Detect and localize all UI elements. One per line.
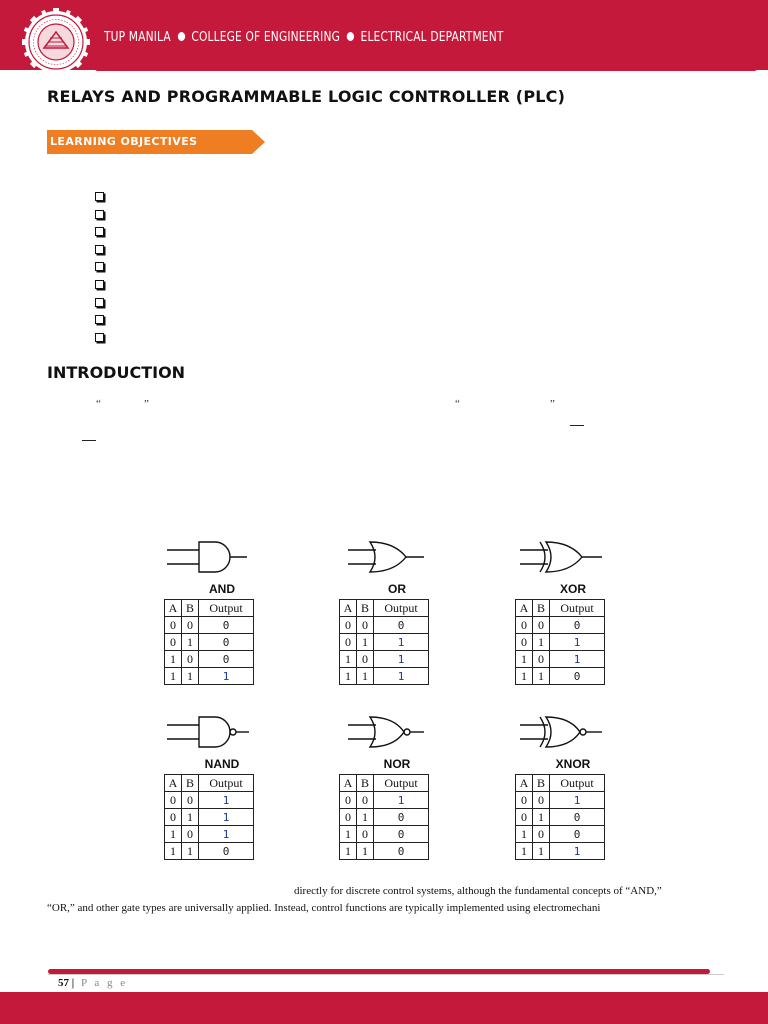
bullet-dot-icon [177, 32, 184, 41]
gate-name: AND [209, 582, 235, 596]
objective-item [95, 258, 104, 276]
nor-gate-symbol [342, 713, 452, 753]
em-dash [82, 440, 96, 441]
checkbox-bullet-icon [95, 280, 104, 289]
objectives-list [95, 188, 104, 346]
tup-seal-logo [22, 8, 90, 76]
objective-item [95, 206, 104, 224]
gate-card-nand [167, 713, 277, 868]
truth-table: A B Output 0 0 0 0 1 1 1 0 1 1 1 1 [339, 599, 429, 685]
objective-item [95, 276, 104, 294]
header-university: TUP MANILA [104, 30, 171, 45]
objective-item [95, 241, 104, 259]
truth-table: A B Output 0 0 1 0 1 0 1 0 0 1 1 1 [515, 774, 605, 860]
page-number [58, 977, 128, 989]
gate-card-or [342, 538, 452, 693]
open-quote: “ [96, 398, 101, 410]
closing-paragraph-line-2: “OR,” and other gate types are universally applied. Instead, control functions are typically implemented using electromechani [47, 902, 601, 914]
objective-item [95, 311, 104, 329]
checkbox-bullet-icon [95, 262, 104, 271]
gate-name: NAND [204, 757, 240, 771]
objective-item [95, 329, 104, 347]
gate-name: XNOR [555, 757, 591, 771]
gate-card-and [167, 538, 277, 693]
objective-item [95, 294, 104, 312]
footer-band [0, 992, 768, 1024]
checkbox-bullet-icon [95, 315, 104, 324]
checkbox-bullet-icon [95, 192, 104, 201]
truth-table: A B Output 0 0 1 0 1 0 1 0 0 1 1 0 [339, 774, 429, 860]
introduction-heading: INTRODUCTION [47, 363, 186, 382]
gate-card-xor [518, 538, 628, 693]
xnor-gate-symbol [518, 713, 628, 753]
checkbox-bullet-icon [95, 298, 104, 307]
header-text [104, 30, 504, 45]
page-number-value: 57 [58, 977, 69, 989]
header-college: COLLEGE OF ENGINEERING [191, 30, 341, 45]
checkbox-bullet-icon [95, 227, 104, 236]
truth-table: A B Output 0 0 1 0 1 1 1 0 1 1 1 0 [164, 774, 254, 860]
bullet-dot-icon [347, 32, 354, 41]
learning-objectives-tag [47, 130, 267, 154]
page-label: P a g e [80, 977, 128, 989]
header-rule [95, 66, 757, 71]
gate-card-nor [342, 713, 452, 868]
objective-item [95, 188, 104, 206]
open-quote: “ [455, 398, 460, 410]
close-quote: ” [144, 398, 149, 410]
closing-paragraph-line-1: directly for discrete control systems, although the fundamental concepts of “AND,” [294, 885, 662, 897]
checkbox-bullet-icon [95, 245, 104, 254]
learning-objectives-label: LEARNING OBJECTIVES [50, 135, 198, 148]
footer-divider [48, 974, 724, 975]
page-separator: | [71, 977, 75, 989]
objective-item [95, 223, 104, 241]
document-title: RELAYS AND PROGRAMMABLE LOGIC CONTROLLER (PLC) [47, 87, 566, 106]
em-dash [570, 425, 584, 426]
header-department: ELECTRICAL DEPARTMENT [360, 30, 504, 45]
checkbox-bullet-icon [95, 333, 104, 342]
or-gate-symbol [342, 538, 452, 578]
gate-name: NOR [383, 757, 411, 771]
gate-name: XOR [559, 582, 586, 596]
close-quote: ” [550, 398, 555, 410]
and-gate-symbol [167, 538, 277, 578]
nand-gate-symbol [167, 713, 277, 753]
truth-table: A B Output 0 0 0 0 1 1 1 0 1 1 1 0 [515, 599, 605, 685]
gate-card-xnor [518, 713, 628, 868]
xor-gate-symbol [518, 538, 628, 578]
gate-name: OR [388, 582, 406, 596]
checkbox-bullet-icon [95, 210, 104, 219]
truth-table: A B Output 0 0 0 0 1 0 1 0 0 1 1 1 [164, 599, 254, 685]
